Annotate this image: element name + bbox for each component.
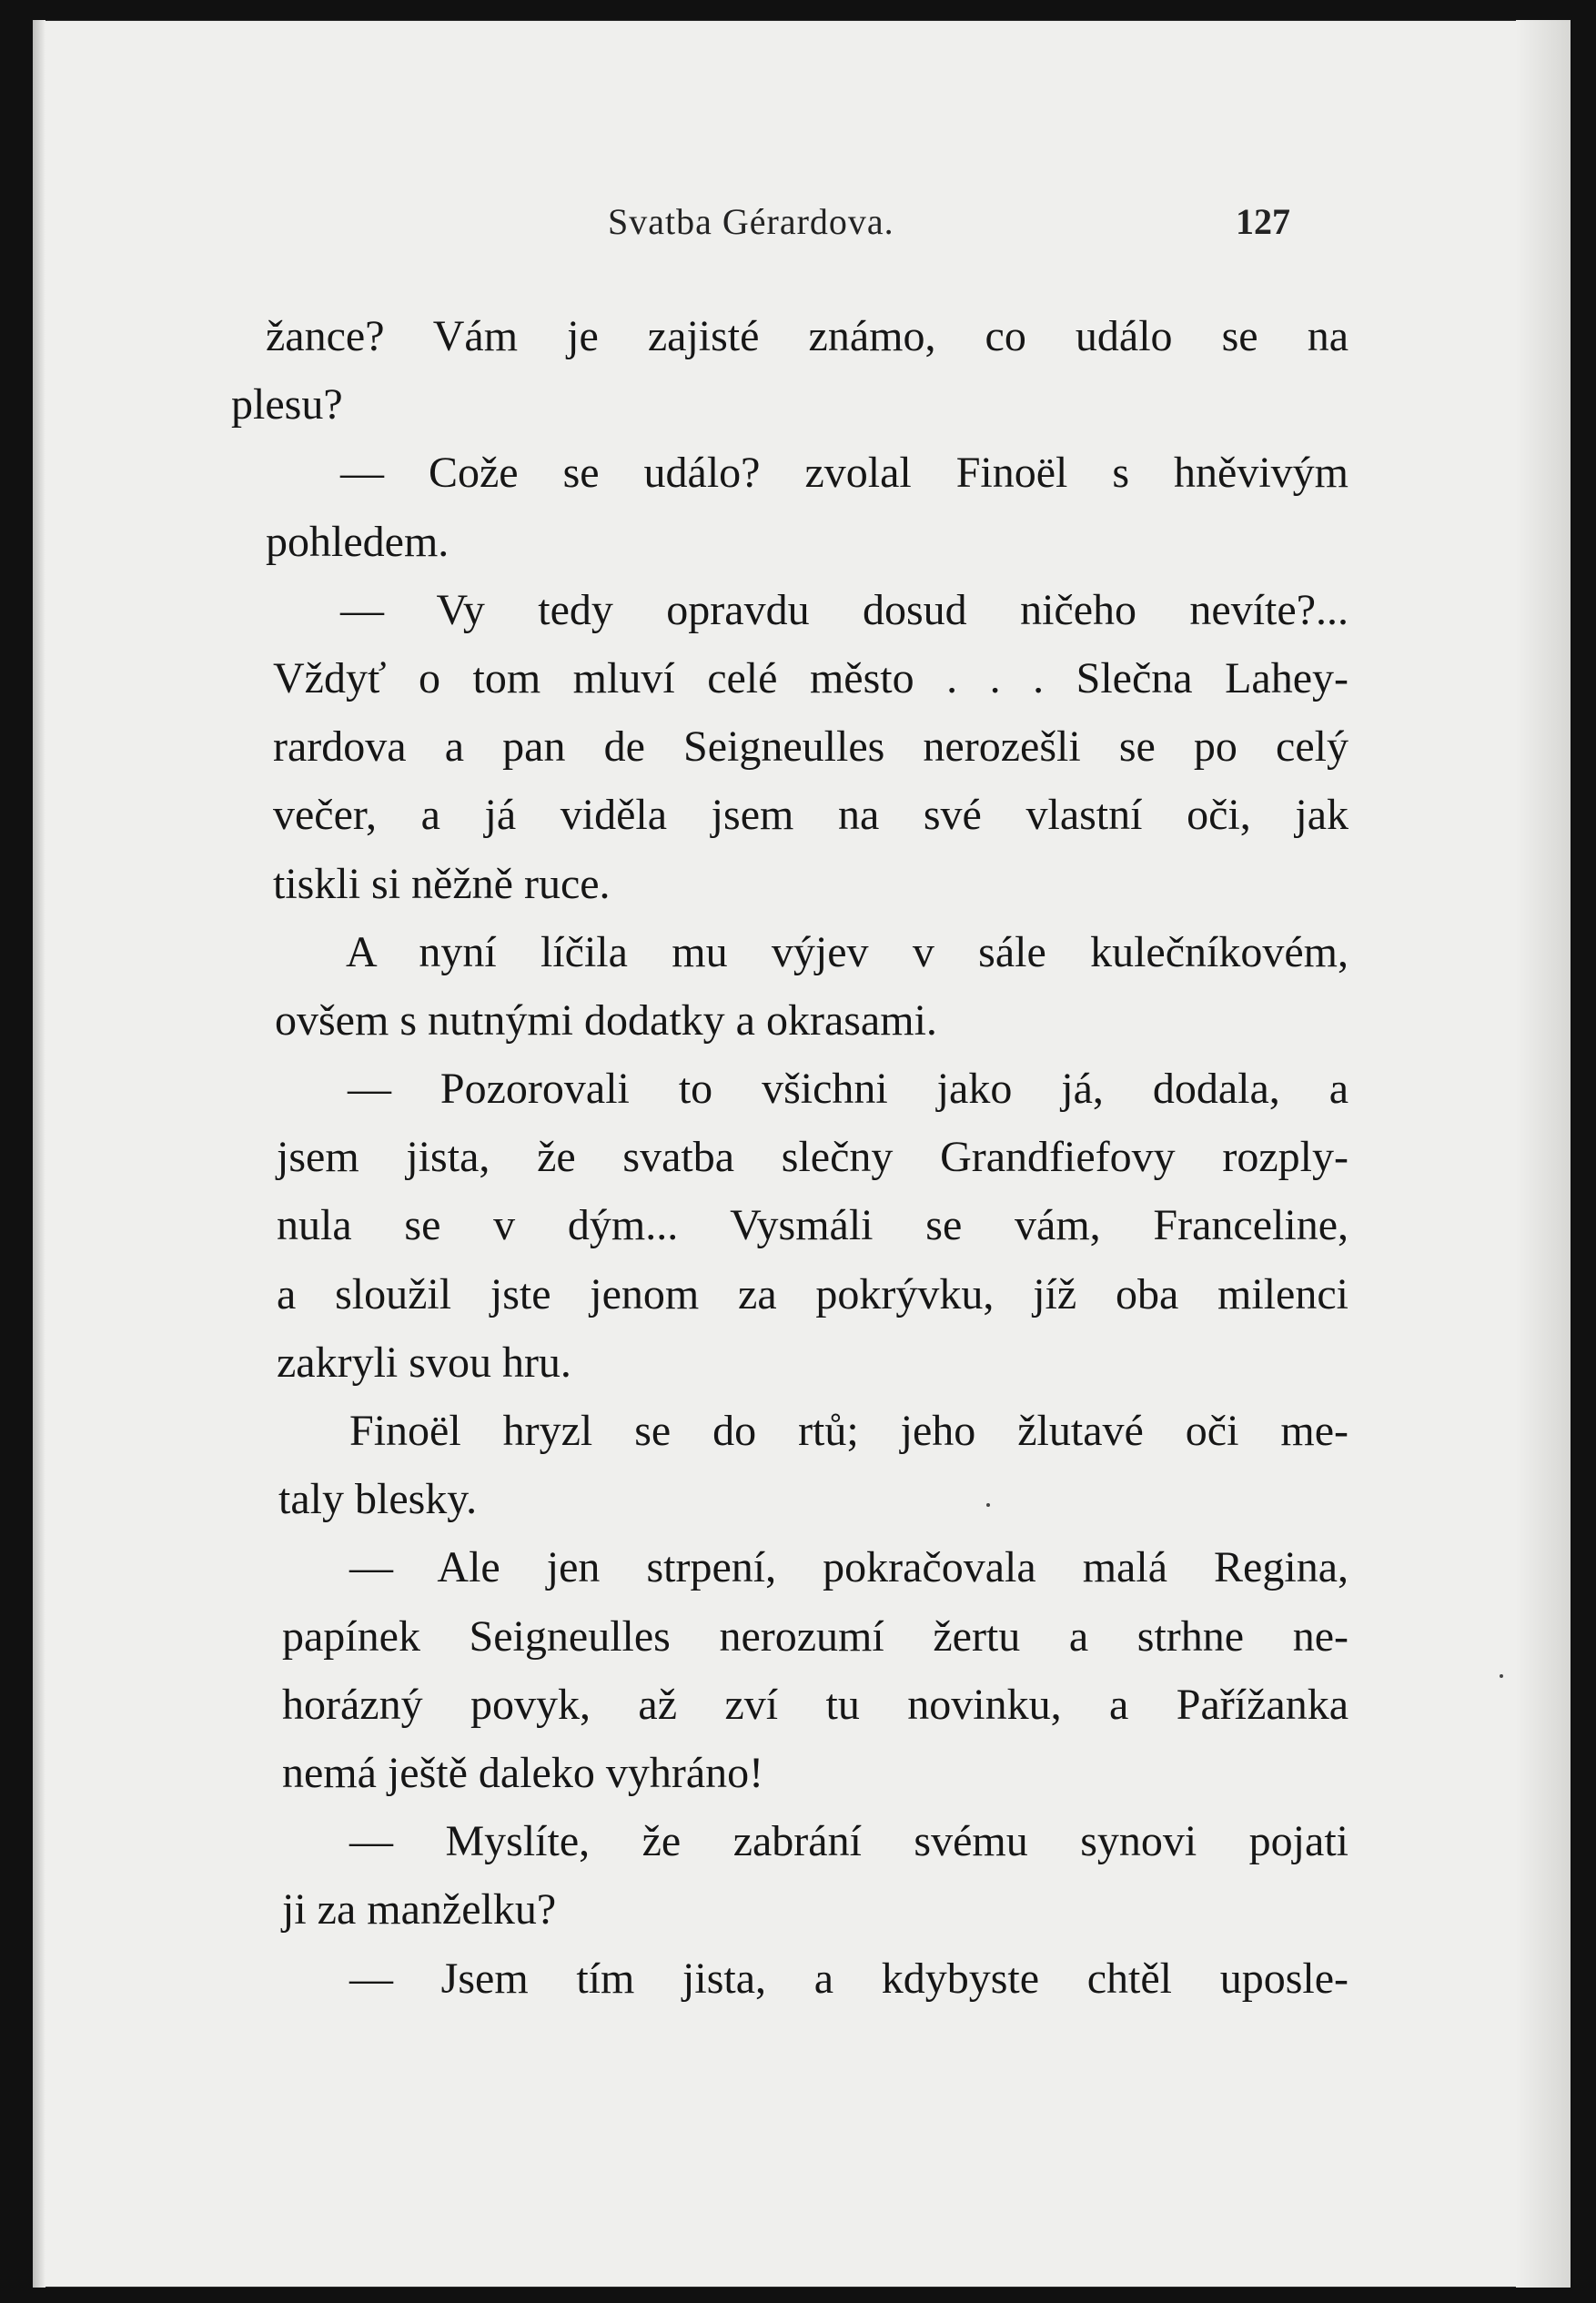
text-line: tiskli si něžně ruce. [273, 859, 611, 908]
text-line: ji za manželku? [282, 1885, 557, 1934]
text-line: — Cože se událo? zvolal Finoël s hněvivým [340, 449, 1349, 498]
print-speck [986, 1503, 990, 1507]
print-speck [1525, 1687, 1529, 1691]
text-line: žance? Vám je zajisté známo, co událo se na [266, 312, 1349, 360]
text-line: papínek Seigneulles nerozumí žertu a strhne ne- [282, 1611, 1349, 1661]
book-page [33, 20, 1571, 2288]
text-line: a sloužil jste jenom za pokrývku, jíž oba milenci [277, 1269, 1349, 1318]
text-line: ovšem s nutnými dodatky a okrasami. [275, 995, 937, 1045]
text-line: nula se v dým... Vysmáli se vám, Franceline, [277, 1201, 1349, 1250]
text-line: Vždyť o tom mluví celé město . . . Slečna Lahey- [273, 653, 1349, 702]
text-line: jsem jista, že svatba slečny Grandfiefovy rozply- [277, 1133, 1349, 1182]
print-speck [1500, 1674, 1503, 1678]
text-line: rardova a pan de Seigneulles nerozešli se po celý [273, 722, 1349, 772]
text-line: zakryli svou hru. [277, 1338, 571, 1387]
text-line: pohledem. [266, 517, 450, 566]
page-number: 127 [1236, 201, 1290, 242]
text-line: plesu? [231, 380, 343, 429]
running-head [33, 200, 1571, 246]
text-line: A nyní líčila mu výjev v sále kulečníkovém, [346, 927, 1349, 976]
text-line: — Jsem tím jista, a kdybyste chtěl uposle- [349, 1954, 1349, 2003]
text-line: — Pozorovali to všichni jako já, dodala, a [348, 1065, 1349, 1114]
text-line: — Myslíte, že zabrání svému synovi pojati [349, 1817, 1349, 1866]
text-line: večer, a já viděla jsem na své vlastní oči, jak [273, 791, 1349, 840]
body-text [231, 302, 1349, 2013]
running-title: Svatba Gérardova. [608, 201, 894, 242]
text-line: horázný povyk, až zví tu novinku, a Pařížanka [282, 1680, 1349, 1729]
text-line: taly blesky. [278, 1475, 478, 1524]
text-line: Finoël hryzl se do rtů; jeho žlutavé oči me- [349, 1407, 1349, 1455]
text-line: nemá ještě daleko vyhráno! [282, 1748, 764, 1797]
text-line: — Ale jen strpení, pokračovala malá Regina, [349, 1543, 1349, 1592]
text-line: — Vy tedy opravdu dosud ničeho nevíte?... [340, 585, 1349, 634]
